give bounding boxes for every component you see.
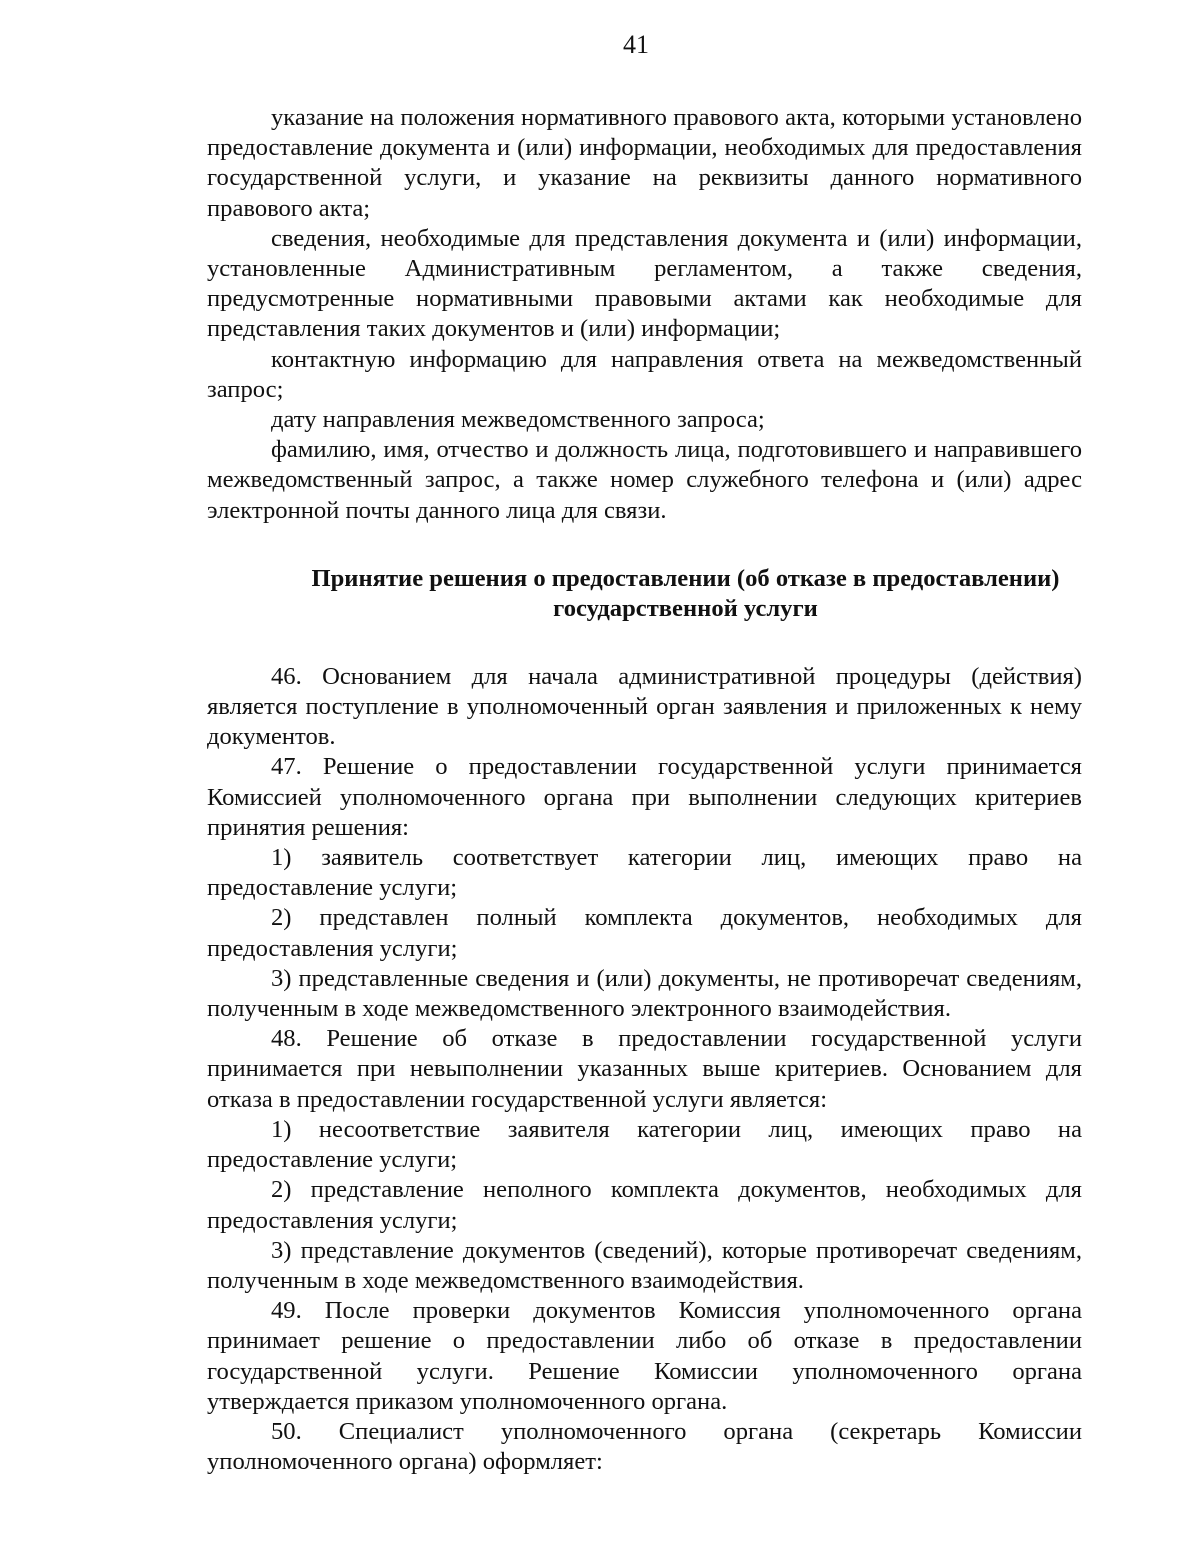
paragraph-46: 46. Основанием для начала административной процедуры (действия) является поступление в уполномоченный орган заявления и приложенных к нему документов. [207, 662, 1082, 751]
paragraph-48: 48. Решение об отказе в предоставлении государственной услуги принимается при невыполнении указанных выше критериев. Основанием для отказа в предоставлении государственной услуги является: [207, 1025, 1082, 1113]
paragraph-responsible-person: фамилию, имя, отчество и должность лица, подготовившего и направившего межведомственный запрос, а также номер служебного телефона и (или) адрес электронной почты данного лица для связи. [207, 436, 1082, 524]
paragraph-48-item-1: 1) несоответствие заявителя категории лиц, имеющих право на предоставление услуги; [207, 1115, 1082, 1174]
page-number: 41 [623, 30, 649, 59]
paragraph-contact-information: контактную информацию для направления ответа на межведомственный запрос; [207, 345, 1082, 403]
paragraph-47: 47. Решение о предоставлении государственной услуги принимается Комиссией уполномоченного органа при выполнении следующих критериев принятия решения: [207, 753, 1082, 841]
document-body [207, 103, 1082, 1477]
paragraph-49: 49. После проверки документов Комиссия уполномоченного органа принимает решение о предоставлении либо об отказе в предоставлении государственной услуги. Решение Комиссии уполномоченного органа утверждается приказом уполномоченного органа. [207, 1297, 1082, 1415]
paragraph-47-item-2: 2) представлен полный комплекта документов, необходимых для предоставления услуги; [207, 904, 1082, 962]
paragraph-legal-act-reference: указание на положения нормативного правового акта, которыми установлено предоставление документа и (или) информации, необходимых для предоставления государственной услуги, и указание на реквизиты данного нормативного правового акта; [207, 104, 1082, 222]
paragraph-50: 50. Специалист уполномоченного органа (секретарь Комиссии уполномоченного органа) оформляет: [207, 1417, 1082, 1476]
paragraph-47-item-1: 1) заявитель соответствует категории лиц, имеющих право на предоставление услуги; [207, 844, 1082, 902]
paragraph-47-item-3: 3) представленные сведения и (или) документы, не противоречат сведениям, полученным в ходе межведомственного электронного взаимодействия. [207, 964, 1082, 1023]
paragraph-request-date: дату направления межведомственного запроса; [271, 406, 765, 434]
section-heading [207, 564, 1082, 624]
paragraph-48-item-2: 2) представление неполного комплекта документов, необходимых для предоставления услуги; [207, 1176, 1082, 1234]
section-heading-line-2: государственной услуги [553, 594, 818, 622]
section-heading-line-1: Принятие решения о предоставлении (об отказе в предоставлении) [311, 564, 1060, 592]
paragraph-48-item-3: 3) представление документов (сведений), которые противоречат сведениям, полученным в ходе межведомственного взаимодействия. [207, 1236, 1082, 1294]
paragraph-required-information: сведения, необходимые для представления документа и (или) информации, установленные Административным регламентом, а также сведения, предусмотренные нормативными правовыми актами как необходимые для представления таких документов и (или) информации; [207, 224, 1082, 343]
